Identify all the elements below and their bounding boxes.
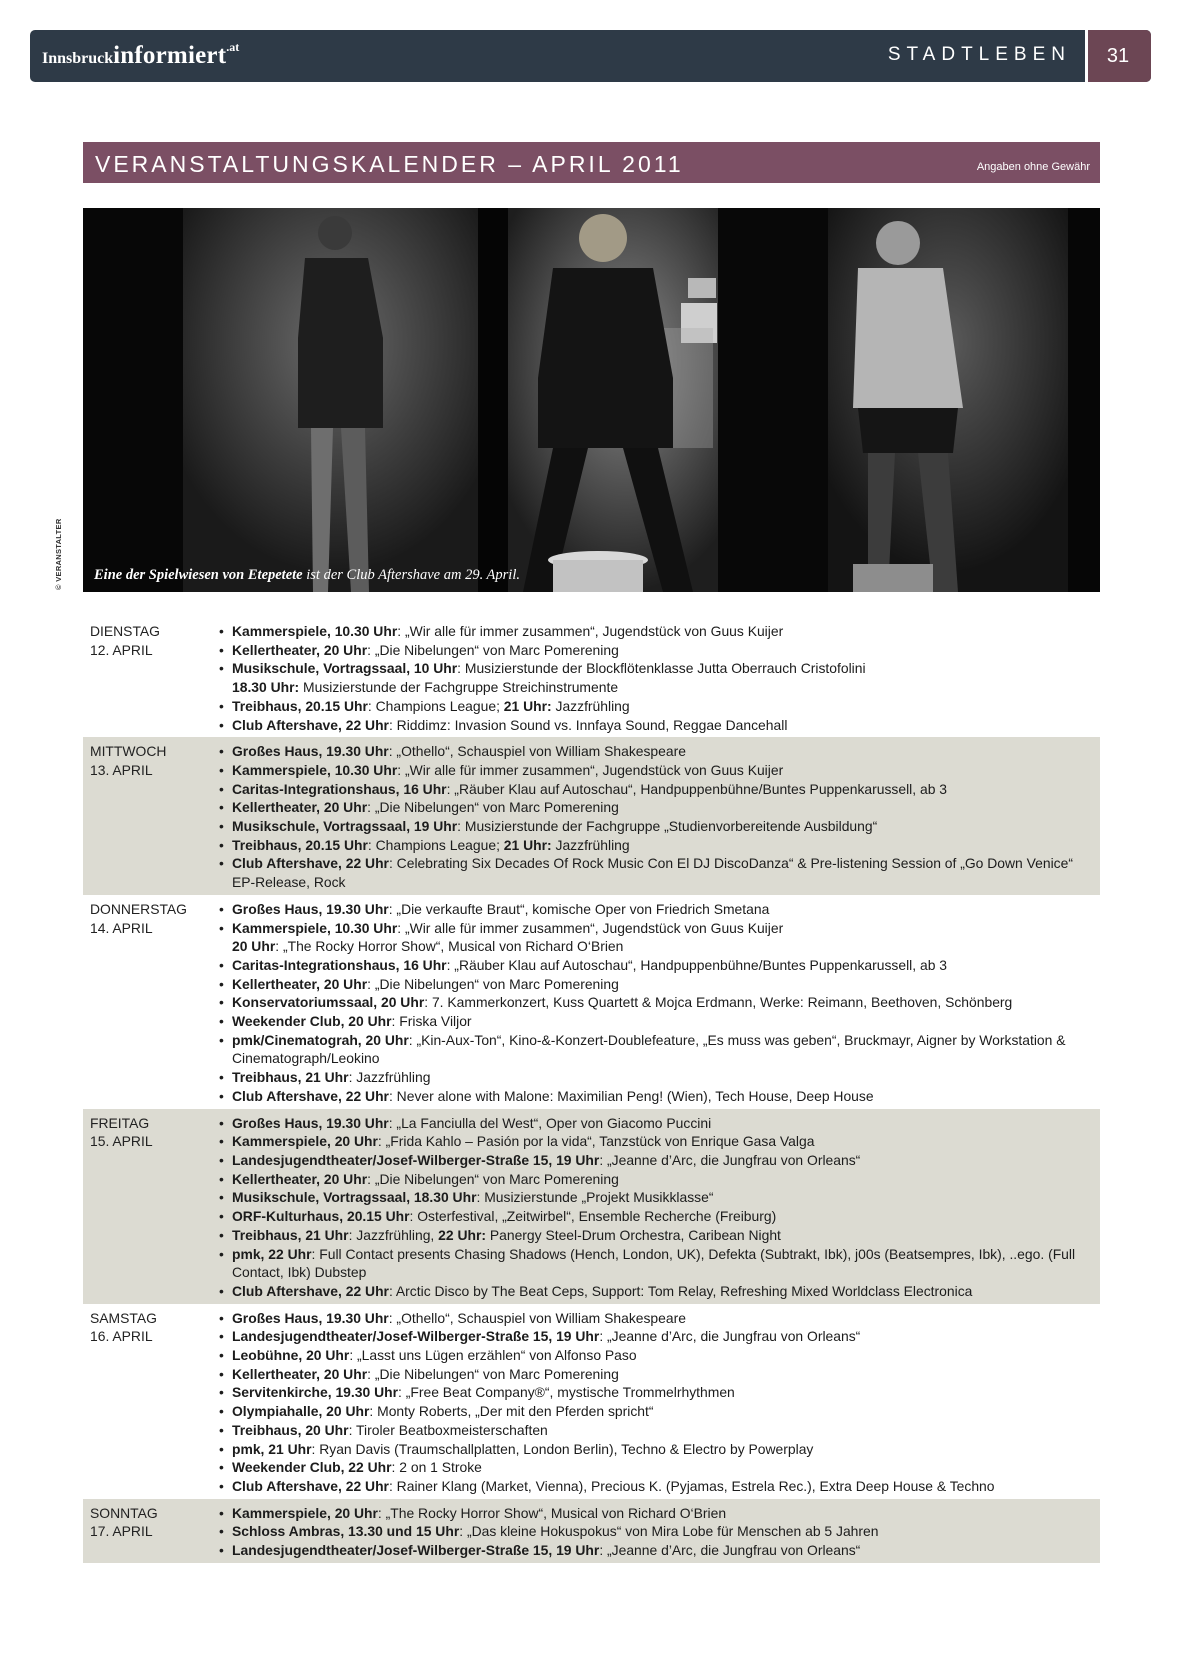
event-venue-time: 18.30 Uhr: [232,679,300,696]
event-second-time: 21 Uhr: [503,836,552,853]
event-item [218,1170,1094,1189]
event-description: : „La Fanciulla del West“, Oper von Giacomo Puccini [388,1114,712,1131]
event-description: : Never alone with Malone: Maximilian Peng! (Wien), Tech House, Deep House [388,1087,874,1104]
day-section [83,1304,1100,1499]
event-description: : „Räuber Klau auf Autoschau“, Handpuppenbühne/Buntes Puppenkarussell, ab 3 [446,780,948,797]
event-venue-time: Leobühne, 20 Uhr [232,1347,350,1364]
day-label [90,742,218,892]
logo-city: Innsbruck [42,50,114,67]
event-venue-time: pmk/Cinematograh, 20 Uhr [232,1031,409,1048]
day-section [83,617,1100,737]
event-description: : Champions League; [367,836,504,853]
event-item [218,1504,1094,1523]
event-description: : Jazzfrühling [348,1069,431,1086]
weekday: SAMSTAG [90,1309,157,1326]
event-venue-time: Landesjugendtheater/Josef-Wilberger-Straße 15, 19 Uhr [232,1151,600,1168]
caption-text: ist der Club Aftershave am 29. April. [302,567,520,583]
event-item [218,1068,1094,1087]
event-venue-time: Großes Haus, 19.30 Uhr [232,1114,389,1131]
event-description: : Celebrating Six Decades Of Rock Music Con El DJ DiscoDanza“ & Pre-listening Session of „Go Down Venice“ EP-Release, Rock [232,855,1073,891]
event-photo [83,208,1100,592]
event-description: : Tiroler Beatboxmeisterschaften [348,1421,548,1438]
event-item [218,1087,1094,1106]
event-description: : Jazzfrühling, [348,1226,439,1243]
event-second-description: Jazzfrühling [551,697,630,714]
event-item [218,1421,1094,1440]
calendar-title-band [83,142,1100,183]
event-item [218,1440,1094,1459]
event-second-time: 22 Uhr: [438,1226,486,1243]
event-description: : „Othello“, Schauspiel von William Shakespeare [388,743,686,760]
event-venue-time: Kellertheater, 20 Uhr [232,1170,368,1187]
event-item [218,817,1094,836]
event-description: : „The Rocky Horror Show“, Musical von Richard O‘Brien [275,938,624,955]
event-venue-time: Kammerspiele, 10.30 Uhr [232,919,398,936]
event-item [218,937,1094,956]
date: 16. APRIL [90,1328,153,1345]
event-venue-time: Schloss Ambras, 13.30 und 15 Uhr [232,1523,460,1540]
event-venue-time: Konservatoriumssaal, 20 Uhr [232,994,425,1011]
date: 13. APRIL [90,761,153,778]
event-description: : „Die Nibelungen“ von Marc Pomerening [367,641,619,658]
event-calendar [83,617,1100,1563]
event-description: : Musizierstunde der Fachgruppe „Studienvorbereitende Ausbildung“ [457,818,878,835]
event-venue-time: Landesjugendtheater/Josef-Wilberger-Straße 15, 19 Uhr [232,1328,600,1345]
event-description: : Arctic Disco by The Beat Ceps, Support: Tom Relay, Refreshing Mixed Worldclass Electronica [388,1282,973,1299]
photo-credit: © VERANSTALTER [54,518,63,590]
event-description: : „Die Nibelungen“ von Marc Pomerening [367,1170,619,1187]
event-item [218,622,1094,641]
event-item [218,1012,1094,1031]
event-description: : „Lasst uns Lügen erzählen“ von Alfonso Paso [349,1347,637,1364]
event-description: : „Das kleine Hokuspokus“ von Mira Lobe für Menschen ab 5 Jahren [459,1523,879,1540]
event-venue-time: Musikschule, Vortragssaal, 10 Uhr [232,660,458,677]
event-item [218,716,1094,735]
event-description: : Musizierstunde „Projekt Musikklasse“ [476,1189,714,1206]
event-description: : Champions League; [367,697,504,714]
event-item [218,1383,1094,1402]
day-section [83,1109,1100,1304]
event-description: : „The Rocky Horror Show“, Musical von Richard O‘Brien [377,1504,727,1521]
event-description: : „Free Beat Company®“, mystische Trommelrhythmen [398,1384,735,1401]
event-venue-time: Weekender Club, 22 Uhr [232,1459,392,1476]
event-description: : „Die Nibelungen“ von Marc Pomerening [367,1365,619,1382]
section-label: STADTLEBEN [887,44,1071,65]
event-venue-time: Treibhaus, 20 Uhr [232,1421,349,1438]
event-venue-time: Treibhaus, 21 Uhr [232,1069,349,1086]
caption-highlight: Eine der Spielwiesen von Etepetete [94,567,303,583]
weekday: MITTWOCH [90,743,167,760]
weekday: FREITAG [90,1114,150,1131]
event-venue-time: Kellertheater, 20 Uhr [232,1365,368,1382]
event-item [218,780,1094,799]
event-item [218,1327,1094,1346]
event-second-description: Panergy Steel-Drum Orchestra, Caribean Night [486,1226,781,1243]
day-label [90,1114,218,1301]
event-list [218,900,1094,1106]
event-item [218,1132,1094,1151]
disclaimer: Angaben ohne Gewähr [976,161,1090,173]
event-item [218,919,1094,938]
magazine-logo [42,40,239,70]
event-description: : Full Contact presents Chasing Shadows (Hench, London, UK), Defekta (Subtrakt, Ibk), j00s (Beatsempres, Ibk), ..ego. (Full Contact, Ibk) Dubstep [232,1245,1076,1281]
weekday: DONNERSTAG [90,900,187,917]
event-venue-time: ORF-Kulturhaus, 20.15 Uhr [232,1208,410,1225]
event-venue-time: 20 Uhr [232,938,276,955]
event-list [218,622,1094,734]
event-description: : 7. Kammerkonzert, Kuss Quartett & Mojca Erdmann, Werke: Reimann, Beethoven, Schönberg [424,994,1013,1011]
event-item [218,1031,1094,1068]
event-venue-time: Treibhaus, 20.15 Uhr [232,697,368,714]
event-description: : Rainer Klang (Market, Vienna), Precious K. (Pyjamas, Estrela Rec.), Extra Deep House & Techno [388,1477,995,1494]
event-venue-time: Kellertheater, 20 Uhr [232,799,368,816]
event-description: : „Die verkaufte Braut“, komische Oper von Friedrich Smetana [388,900,770,917]
event-item [218,1309,1094,1328]
event-venue-time: Kammerspiele, 10.30 Uhr [232,623,398,639]
event-venue-time: Musikschule, Vortragssaal, 19 Uhr [232,818,458,835]
date: 14. APRIL [90,919,153,936]
logo-domain: .at [226,40,240,54]
event-description: : Riddimz: Invasion Sound vs. Innfaya Sound, Reggae Dancehall [388,716,788,733]
event-item [218,1245,1094,1282]
event-venue-time: Club Aftershave, 22 Uhr [232,716,389,733]
event-description: : „Jeanne d’Arc, die Jungfrau von Orleans“ [599,1328,861,1345]
event-list [218,1114,1094,1301]
date: 17. APRIL [90,1523,153,1540]
event-item [218,1477,1094,1496]
event-description: : Musizierstunde der Blockflötenklasse Jutta Oberrauch Cristofolini [457,660,866,677]
event-item [218,1541,1094,1560]
event-item [218,993,1094,1012]
event-description: : „Räuber Klau auf Autoschau“, Handpuppenbühne/Buntes Puppenkarussell, ab 3 [446,956,948,973]
event-item [218,836,1094,855]
event-item [218,1365,1094,1384]
event-venue-time: Großes Haus, 19.30 Uhr [232,1309,389,1326]
event-venue-time: Musikschule, Vortragssaal, 18.30 Uhr [232,1189,477,1206]
event-venue-time: Kammerspiele, 20 Uhr [232,1504,378,1521]
photo-illustration [83,208,1100,592]
day-label [90,1309,218,1496]
day-section [83,895,1100,1109]
event-item [218,761,1094,780]
event-item [218,1188,1094,1207]
event-item [218,900,1094,919]
event-item [218,1522,1094,1541]
event-item [218,1226,1094,1245]
event-description: : „Die Nibelungen“ von Marc Pomerening [367,799,619,816]
day-label [90,900,218,1106]
event-list [218,1309,1094,1496]
event-venue-time: Servitenkirche, 19.30 Uhr [232,1384,399,1401]
event-item [218,742,1094,761]
event-item [218,854,1094,891]
event-venue-time: Kammerspiele, 10.30 Uhr [232,761,398,778]
event-list [218,1504,1094,1560]
event-venue-time: Caritas-Integrationshaus, 16 Uhr [232,780,447,797]
event-description: : „Jeanne d’Arc, die Jungfrau von Orleans“ [599,1542,861,1559]
event-item [218,1207,1094,1226]
event-description: Musizierstunde der Fachgruppe Streichinstrumente [299,679,619,696]
date: 15. APRIL [90,1133,153,1150]
event-description: : „Wir alle für immer zusammen“, Jugendstück von Guus Kuijer [397,919,784,936]
event-item [218,697,1094,716]
event-item [218,798,1094,817]
event-description: : Osterfestival, „Zeitwirbel“, Ensemble Recherche (Freiburg) [409,1208,777,1225]
event-item [218,956,1094,975]
event-description: : „Wir alle für immer zusammen“, Jugendstück von Guus Kuijer [397,761,784,778]
event-item [218,641,1094,660]
event-description: : Ryan Davis (Traumschallplatten, London Berlin), Techno & Electro by Powerplay [311,1440,814,1457]
event-venue-time: Kellertheater, 20 Uhr [232,975,368,992]
event-venue-time: Club Aftershave, 22 Uhr [232,855,389,872]
event-item [218,678,1094,697]
event-description: : Friska Viljor [391,1013,472,1030]
event-venue-time: pmk, 22 Uhr [232,1245,312,1262]
event-venue-time: Kellertheater, 20 Uhr [232,641,368,658]
event-item [218,1402,1094,1421]
event-venue-time: Großes Haus, 19.30 Uhr [232,743,389,760]
event-item [218,1282,1094,1301]
event-description: : „Frida Kahlo – Pasión por la vida“, Tanzstück von Enrique Gasa Valga [377,1133,815,1150]
event-description: : „Die Nibelungen“ von Marc Pomerening [367,975,619,992]
event-venue-time: pmk, 21 Uhr [232,1440,312,1457]
event-venue-time: Club Aftershave, 22 Uhr [232,1282,389,1299]
event-description: : „Othello“, Schauspiel von William Shakespeare [388,1309,686,1326]
weekday: SONNTAG [90,1504,158,1521]
event-description: : 2 on 1 Stroke [391,1459,482,1476]
event-venue-time: Weekender Club, 20 Uhr [232,1013,392,1030]
event-item [218,1114,1094,1133]
day-label [90,622,218,734]
event-description: : „Kin-Aux-Ton“, Kino-&-Konzert-Doublefeature, „Es muss was geben“, Bruckmayr, Aigner by Workstation & Cinematograph/Leokino [232,1031,1066,1067]
event-venue-time: Großes Haus, 19.30 Uhr [232,900,389,917]
event-second-time: 21 Uhr: [503,697,552,714]
event-item [218,1151,1094,1170]
event-venue-time: Caritas-Integrationshaus, 16 Uhr [232,956,447,973]
event-venue-time: Club Aftershave, 22 Uhr [232,1087,389,1104]
event-item [218,1458,1094,1477]
event-venue-time: Treibhaus, 20.15 Uhr [232,836,368,853]
day-section [83,1499,1100,1563]
event-venue-time: Olympiahalle, 20 Uhr [232,1403,370,1420]
day-section [83,737,1100,895]
photo-caption [94,567,520,584]
event-item [218,975,1094,994]
event-item [218,659,1094,678]
event-description: : „Wir alle für immer zusammen“, Jugendstück von Guus Kuijer [397,623,784,639]
day-label [90,1504,218,1560]
event-list [218,742,1094,892]
logo-name: informiert [113,42,227,69]
event-description: : Monty Roberts, „Der mit den Pferden spricht“ [369,1403,654,1420]
calendar-title: VERANSTALTUNGSKALENDER – APRIL 2011 [95,151,684,177]
event-second-description: Jazzfrühling [551,836,630,853]
event-venue-time: Club Aftershave, 22 Uhr [232,1477,389,1494]
event-item [218,1346,1094,1365]
event-description: : „Jeanne d’Arc, die Jungfrau von Orleans“ [599,1151,861,1168]
magazine-header [30,30,1151,82]
event-venue-time: Kammerspiele, 20 Uhr [232,1133,378,1150]
event-venue-time: Landesjugendtheater/Josef-Wilberger-Straße 15, 19 Uhr [232,1542,600,1559]
event-venue-time: Treibhaus, 21 Uhr [232,1226,349,1243]
page-number: 31 [1085,30,1151,82]
date: 12. APRIL [90,641,153,658]
weekday: DIENSTAG [90,623,160,639]
